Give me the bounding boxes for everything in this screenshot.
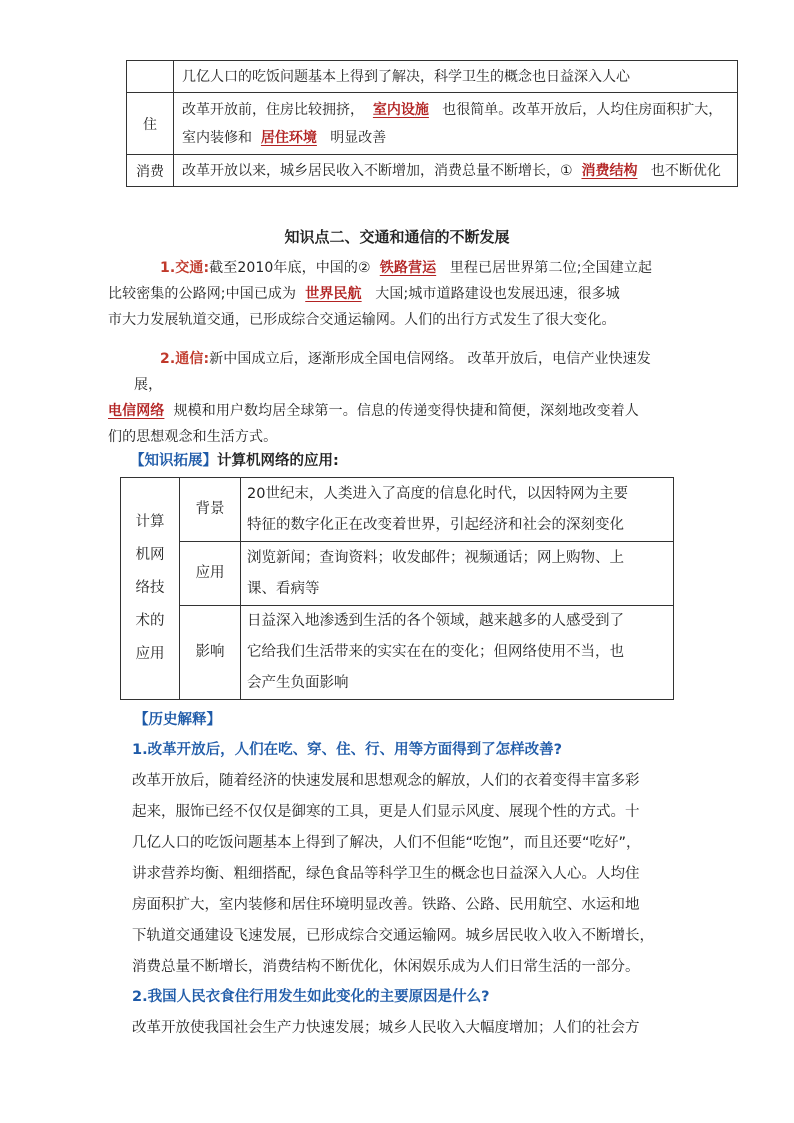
section-title: 知识点二、交通和通信的不断发展 bbox=[284, 228, 510, 246]
telecom-paragraph: 2.通信:新中国成立后，逐渐形成全国电信网络。 改革开放后，电信产业快速发展， 电信网络 规模和用户数均居全球第一。信息的传递变得快捷和简便，深刻地改变着人 们的思想观念和生活方式。 bbox=[108, 351, 651, 445]
transport-paragraph: 1.交通:截至2010年底，中国的② 铁路营运 里程已居世界第二位;全国建立起 比较密集的公路网;中国已成为 世界民航 大国;城市道路建设也发展迅速，很多城 市大力发展轨道交通，已形成综合交通运输网。人们的出行方式发生了很大变化。 bbox=[108, 260, 653, 328]
fill-answer: 室内设施 bbox=[372, 101, 429, 118]
telecom-label: 2.通信: bbox=[160, 351, 210, 367]
transport-label: 1.交通: bbox=[160, 260, 210, 276]
question-2: 2.我国人民衣食住行用发生如此变化的主要原因是什么? bbox=[132, 989, 490, 1005]
application-text: 浏览新闻；查询资料；收发邮件；视频通话；网上购物、上 课、看病等 bbox=[241, 542, 674, 606]
history-heading: 【历史解释】 bbox=[134, 712, 221, 728]
housing-label: 住 bbox=[127, 93, 174, 155]
answer-2: 改革开放使我国社会生产力快速发展；城乡人民收入大幅度增加；人们的社会方 bbox=[132, 1020, 640, 1036]
answer-1: 改革开放后，随着经济的快速发展和思想观念的解放，人们的衣着变得丰富多彩 起来，服饰已经不仅仅是御寒的工具，更是人们显示风度、展现个性的方式。十 几亿人口的吃饭问题基本上得到了解决，人们不但能“吃饱”，而且还要“吃好”， 讲求营养均衡、粗细搭配，绿色食品等科学卫生的概念也日益深入人心。人均住 房面积扩大，室内装修和居住环境明显改善。铁路、公路、民用航空、水运和地 下轨道交通建设飞速发展，已形成综合交通运输网。城乡居民收入收入不断增长， 消费总量不断增长，消费结构不断优化，休闲娱乐成为人们日常生活的一部分。 bbox=[132, 773, 654, 975]
consumption-row-text: 改革开放以来，城乡居民收入不断增加，消费总量不断增长，① 消费结构 也不断优化 bbox=[174, 155, 738, 187]
consumption-label: 消费 bbox=[127, 155, 174, 187]
extension-heading: 【知识拓展】计算机网络的应用: bbox=[130, 453, 339, 469]
network-application-table bbox=[120, 477, 674, 700]
application-label: 应用 bbox=[180, 542, 241, 606]
fill-answer: 世界民航 bbox=[305, 286, 362, 302]
background-text: 20世纪末，人类进入了高度的信息化时代，以因特网为主要 特征的数字化正在改变着世界，引起经济和社会的深刻变化 bbox=[241, 478, 674, 542]
fill-answer: 铁路营运 bbox=[379, 260, 437, 276]
network-application-label: 计算 机网 络技 术的 应用 bbox=[121, 478, 180, 700]
food-row-text: 几亿人口的吃饭问题基本上得到了解决，科学卫生的概念也日益深入人心 bbox=[174, 61, 738, 93]
fill-answer: 消费结构 bbox=[581, 162, 638, 179]
fill-answer: 电信网络 bbox=[108, 403, 165, 419]
empty-label-cell bbox=[127, 61, 174, 93]
impact-label: 影响 bbox=[180, 606, 241, 700]
fill-answer: 居住环境 bbox=[260, 129, 317, 146]
housing-row-text: 改革开放前，住房比较拥挤， 室内设施 也很简单。改革开放后，人均住房面积扩大， 室内装修和 居住环境 明显改善 bbox=[174, 93, 738, 155]
living-change-table bbox=[126, 60, 738, 187]
impact-text: 日益深入地渗透到生活的各个领域，越来越多的人感受到了 它给我们生活带来的实实在在的变化；但网络使用不当，也 会产生负面影响 bbox=[241, 606, 674, 700]
question-1: 1.改革开放后，人们在吃、穿、住、行、用等方面得到了怎样改善? bbox=[132, 742, 563, 758]
background-label: 背景 bbox=[180, 478, 241, 542]
